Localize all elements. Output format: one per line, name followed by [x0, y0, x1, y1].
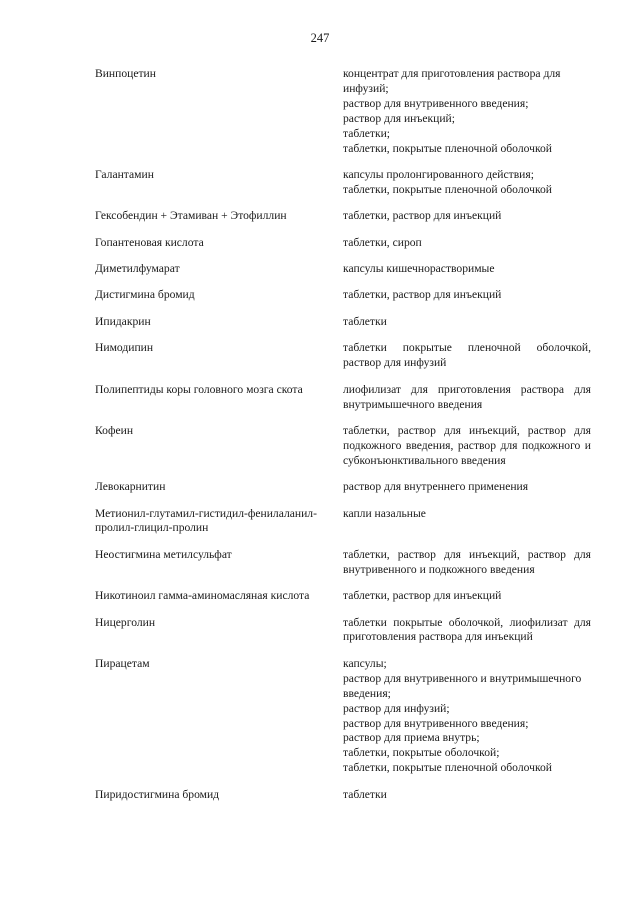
- dosage-form-item: капсулы кишечнорастворимые: [343, 262, 495, 276]
- dosage-form-item: таблетки, раствор для инъекций: [343, 209, 502, 223]
- dosage-form-item: раствор для инфузий;: [343, 701, 450, 715]
- drug-row: [95, 548, 591, 578]
- drug-name: Диметилфумарат: [95, 262, 180, 276]
- page-number: 247: [310, 31, 330, 45]
- dosage-form-item: концентрат для приготовления раствора для инфузий;: [343, 67, 561, 95]
- drug-row: [95, 288, 591, 303]
- dosage-form-item: таблетки, раствор для инъекций: [343, 589, 502, 603]
- drug-row: [95, 589, 591, 604]
- dosage-forms: [343, 209, 591, 224]
- dosage-forms: [343, 616, 591, 646]
- dosage-form-item: раствор для приема внутрь;: [343, 731, 480, 745]
- drug-row: [95, 262, 591, 277]
- dosage-form-item: таблетки, раствор для инъекций: [343, 288, 502, 302]
- dosage-forms: [343, 383, 591, 413]
- dosage-form-item: таблетки, раствор для инъекций, раствор для подкожного введения, раствор для подкожного и субконъюнктивального введения: [343, 423, 591, 467]
- drug-name: Левокарнитин: [95, 480, 166, 494]
- drug-name: Винпоцетин: [95, 67, 156, 80]
- drug-name: Нимодипин: [95, 341, 154, 355]
- dosage-form-item: капсулы;: [343, 656, 387, 670]
- drug-name: Галантамин: [95, 167, 154, 181]
- dosage-form-item: таблетки, покрытые пленочной оболочкой: [343, 761, 552, 775]
- drug-name: Гопантеновая кислота: [95, 235, 204, 249]
- drug-name: Пирацетам: [95, 656, 150, 670]
- drug-row: [95, 383, 591, 413]
- drug-row: [95, 480, 591, 495]
- dosage-form-item: таблетки;: [343, 126, 391, 140]
- dosage-forms: [343, 507, 591, 537]
- dosage-form-item: таблетки, покрытые оболочкой;: [343, 746, 500, 760]
- drug-name: Ипидакрин: [95, 314, 151, 328]
- dosage-form-item: таблетки: [343, 787, 387, 801]
- drug-row: [95, 507, 591, 537]
- dosage-form-item: капли назальные: [343, 506, 426, 520]
- dosage-forms: [343, 168, 591, 198]
- dosage-form-item: таблетки покрытые оболочкой, лиофилизат для приготовления раствора для инъекций: [343, 615, 591, 644]
- dosage-form-item: таблетки: [343, 314, 387, 328]
- drug-row: [95, 168, 591, 198]
- dosage-forms: [343, 67, 591, 156]
- drug-name: Дистигмина бромид: [95, 288, 195, 302]
- dosage-forms: [343, 288, 591, 303]
- drug-name: Неостигмина метилсульфат: [95, 547, 232, 561]
- dosage-forms: [343, 657, 591, 776]
- dosage-form-item: раствор для внутривенного введения;: [343, 96, 529, 110]
- drug-row: [95, 315, 591, 330]
- drug-row: [95, 616, 591, 646]
- drug-row: [95, 341, 591, 371]
- dosage-forms: [343, 262, 591, 277]
- dosage-forms: [343, 589, 591, 604]
- dosage-forms: [343, 341, 591, 371]
- drug-name: Ницерголин: [95, 615, 156, 629]
- drug-row: [95, 236, 591, 251]
- dosage-form-item: капсулы пролонгированного действия;: [343, 167, 534, 181]
- dosage-form-item: раствор для инъекций;: [343, 111, 455, 125]
- dosage-form-item: таблетки, покрытые пленочной оболочкой: [343, 141, 552, 155]
- dosage-forms: [343, 788, 591, 803]
- drug-name: Метионил-глутамил-гистидил-фенилаланил-пролил-глицил-пролин: [95, 506, 317, 535]
- dosage-form-item: таблетки, сироп: [343, 235, 422, 249]
- drug-name: Пиридостигмина бромид: [95, 787, 220, 801]
- drug-row: [95, 657, 591, 776]
- dosage-form-item: раствор для внутривенного введения;: [343, 716, 529, 730]
- drug-row: [95, 209, 591, 224]
- drug-name: Полипептиды коры головного мозга скота: [95, 382, 303, 396]
- drug-name: Никотиноил гамма-аминомасляная кислота: [95, 589, 310, 603]
- dosage-form-item: лиофилизат для приготовления раствора для внутримышечного введения: [343, 382, 591, 411]
- drug-name: Гексобендин + Этамиван + Этофиллин: [95, 209, 287, 223]
- drug-row: [95, 424, 591, 469]
- dosage-forms: [343, 480, 591, 495]
- drug-row: [95, 67, 591, 156]
- dosage-form-item: таблетки, раствор для инъекций, раствор для внутривенного и подкожного введения: [343, 547, 591, 576]
- dosage-form-item: таблетки, покрытые пленочной оболочкой: [343, 182, 552, 196]
- drug-name: Кофеин: [95, 423, 134, 437]
- dosage-form-item: таблетки покрытые пленочной оболочкой, раствор для инфузий: [343, 341, 591, 370]
- drug-table: [95, 67, 591, 814]
- dosage-forms: [343, 315, 591, 330]
- dosage-form-item: раствор для внутреннего применения: [343, 480, 529, 494]
- dosage-form-item: раствор для внутривенного и внутримышечного введения;: [343, 671, 582, 700]
- dosage-forms: [343, 548, 591, 578]
- dosage-forms: [343, 236, 591, 251]
- dosage-forms: [343, 424, 591, 469]
- drug-row: [95, 788, 591, 803]
